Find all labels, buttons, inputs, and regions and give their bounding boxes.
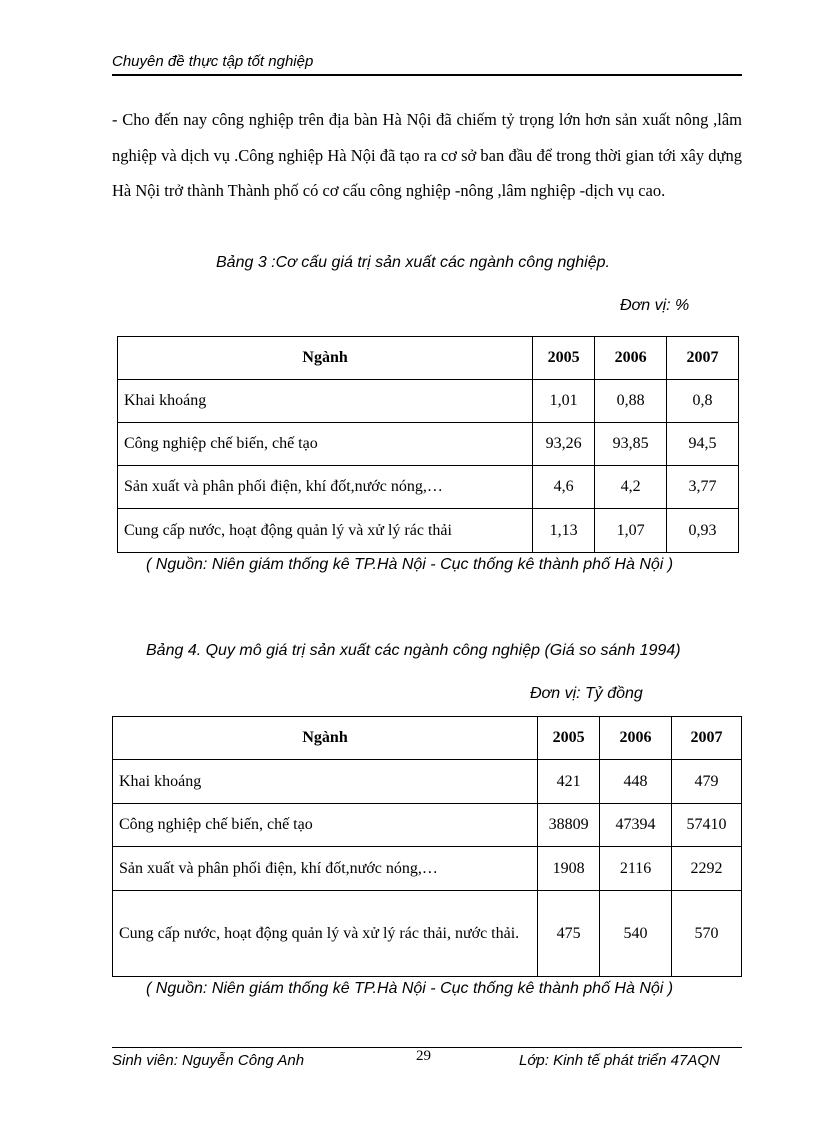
cell-value: 1,13: [533, 509, 595, 553]
cell-value: 47394: [600, 804, 672, 847]
table3-unit: Đơn vị: %: [620, 297, 690, 314]
cell-value: 475: [538, 891, 600, 977]
cell-value: 421: [538, 760, 600, 804]
table4: [112, 716, 742, 977]
row-label: Sản xuất và phân phối điện, khí đốt,nước nóng,…: [113, 847, 538, 891]
table4-header-row: [113, 717, 742, 760]
header-divider: [112, 74, 742, 76]
table-row: [118, 380, 739, 423]
table-row: [118, 509, 739, 553]
cell-value: 93,85: [595, 423, 667, 466]
cell-value: 448: [600, 760, 672, 804]
cell-value: 1908: [538, 847, 600, 891]
cell-value: 57410: [672, 804, 742, 847]
table4-header-nganh: Ngành: [113, 717, 538, 760]
table4-caption: Bảng 4. Quy mô giá trị sản xuất các ngành công nghiệp (Giá so sánh 1994): [146, 642, 681, 659]
table4-header-2006: 2006: [600, 717, 672, 760]
row-label: Cung cấp nước, hoạt động quản lý và xử lý rác thải: [118, 509, 533, 553]
cell-value: 4,6: [533, 466, 595, 509]
cell-value: 0,8: [667, 380, 739, 423]
table-row: [113, 760, 742, 804]
table-row: [113, 891, 742, 977]
table3-caption: Bảng 3 :Cơ cấu giá trị sản xuất các ngành công nghiệp.: [216, 254, 610, 271]
row-label: Khai khoáng: [118, 380, 533, 423]
table4-source: ( Nguồn: Niên giám thống kê TP.Hà Nội - Cục thống kê thành phố Hà Nội ): [146, 980, 674, 997]
row-label: Công nghiệp chế biến, chế tạo: [113, 804, 538, 847]
row-label: Cung cấp nước, hoạt động quản lý và xử lý rác thải, nước thải.: [113, 891, 538, 977]
cell-value: 94,5: [667, 423, 739, 466]
cell-value: 3,77: [667, 466, 739, 509]
table3-header-2007: 2007: [667, 337, 739, 380]
table4-header-2005: 2005: [538, 717, 600, 760]
table-row: [113, 804, 742, 847]
table-row: [118, 423, 739, 466]
row-label: Sản xuất và phân phối điện, khí đốt,nước nóng,…: [118, 466, 533, 509]
cell-value: 570: [672, 891, 742, 977]
table3: [117, 336, 739, 553]
footer-class: Lớp: Kinh tế phát triển 47AQN: [519, 1052, 720, 1069]
cell-value: 479: [672, 760, 742, 804]
footer-student: Sinh viên: Nguyễn Công Anh: [112, 1052, 305, 1069]
body-paragraph: - Cho đến nay công nghiệp trên địa bàn Hà Nội đã chiếm tỷ trọng lớn hơn sản xuất nông ,lâm nghiệp và dịch vụ .Công nghiệp Hà Nội đã tạo ra cơ sở ban đầu để trong thời gian tới xây dựng Hà Nội trở thành Thành phố có cơ cấu công nghiệp -nông ,lâm nghiệp -dịch vụ cao.: [112, 110, 742, 200]
table3-header-2006: 2006: [595, 337, 667, 380]
table3-header-2005: 2005: [533, 337, 595, 380]
cell-value: 4,2: [595, 466, 667, 509]
table4-unit: Đơn vị: Tỷ đồng: [530, 685, 643, 702]
cell-value: 2292: [672, 847, 742, 891]
table3-source: ( Nguồn: Niên giám thống kê TP.Hà Nội - Cục thống kê thành phố Hà Nội ): [146, 556, 674, 573]
cell-value: 2116: [600, 847, 672, 891]
row-label: Công nghiệp chế biến, chế tạo: [118, 423, 533, 466]
page-number: 29: [416, 1048, 431, 1064]
table3-header-nganh: Ngành: [118, 337, 533, 380]
table-row: [113, 847, 742, 891]
cell-value: 1,07: [595, 509, 667, 553]
cell-value: 0,93: [667, 509, 739, 553]
cell-value: 93,26: [533, 423, 595, 466]
cell-value: 38809: [538, 804, 600, 847]
cell-value: 0,88: [595, 380, 667, 423]
cell-value: 540: [600, 891, 672, 977]
cell-value: 1,01: [533, 380, 595, 423]
running-header: Chuyên đề thực tập tốt nghiệp: [112, 53, 314, 70]
table3-header-row: [118, 337, 739, 380]
row-label: Khai khoáng: [113, 760, 538, 804]
table-row: [118, 466, 739, 509]
table4-header-2007: 2007: [672, 717, 742, 760]
